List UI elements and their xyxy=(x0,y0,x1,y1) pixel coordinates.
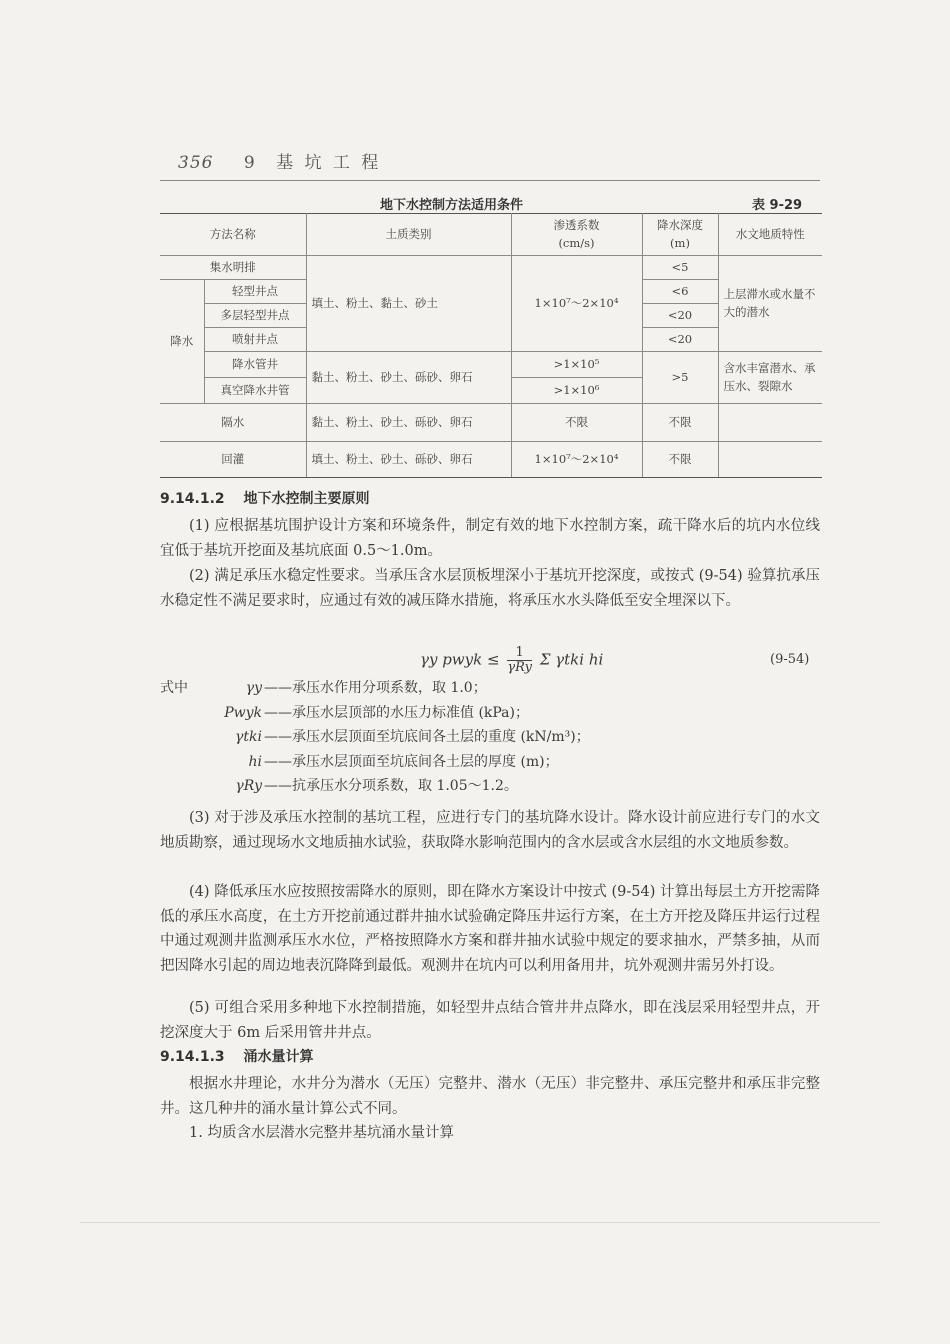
table-number: 表 9-29 xyxy=(752,198,803,213)
depth-cutoff: 不限 xyxy=(642,404,718,442)
section-number: 9.14.1.2 xyxy=(160,491,225,507)
section-heading xyxy=(160,1046,314,1066)
table-title: 地下水控制方法适用条件 xyxy=(380,198,524,213)
formula-fraction xyxy=(507,646,532,675)
hydro-group-1: 上层滞水或水量不大的潜水 xyxy=(718,256,822,352)
definition-text: ——承压水作用分项系数，取 1.0； xyxy=(264,680,487,696)
section-number: 9.14.1.3 xyxy=(160,1049,225,1065)
definition-symbol: γtki xyxy=(235,729,262,745)
table-header-row xyxy=(160,214,822,256)
header-rule xyxy=(160,180,820,181)
definition-lead: 式中 xyxy=(160,680,188,696)
paragraph: 1. 均质含水层潜水完整井基坑涌水量计算 xyxy=(189,1125,454,1141)
method-recharge: 回灌 xyxy=(160,442,306,478)
soil-group-2: 黏土、粉土、砂土、砾砂、卵石 xyxy=(306,352,511,404)
paragraph: (5) 可组合采用多种地下水控制措施，如轻型井点结合管井井点降水，即在浅层采用轻型井点，开挖深度大于 6m 后采用管井井点。 xyxy=(160,1000,820,1041)
depth-recharge: 不限 xyxy=(642,442,718,478)
soil-group-4: 填土、粉土、砂土、砾砂、卵石 xyxy=(306,442,511,478)
hydro-recharge-empty xyxy=(718,442,822,478)
paragraph: (1) 应根据基坑围护设计方案和环境条件，制定有效的地下水控制方案，疏干降水后的坑内水位线宜低于基坑开挖面及基坑底面 0.5～1.0m。 xyxy=(160,518,820,559)
soil-group-3: 黏土、粉土、砂土、砾砂、卵石 xyxy=(306,404,511,442)
definition-text: ——承压水层顶面至坑底间各土层的重度 (kN/m³)； xyxy=(264,729,590,745)
definition-symbol: Pwyk xyxy=(224,704,262,721)
method-vacuum-pipe-well: 真空降水井管 xyxy=(204,378,306,404)
fraction-numerator: 1 xyxy=(515,645,524,660)
depth-multi: <20 xyxy=(642,304,718,328)
depth-jet: <20 xyxy=(642,328,718,352)
method-open-drain: 集水明排 xyxy=(160,256,306,280)
definition-symbol: γy xyxy=(245,680,262,696)
groundwater-control-table xyxy=(160,213,822,478)
header-soil: 土质类别 xyxy=(306,214,511,256)
depth-light: <6 xyxy=(642,280,718,304)
table-row xyxy=(160,442,822,478)
symbol-definitions xyxy=(160,676,820,799)
definition-symbol: γRy xyxy=(235,778,262,794)
section-heading xyxy=(160,488,370,508)
table-row xyxy=(160,404,822,442)
fraction-denominator: γRy xyxy=(507,660,533,675)
section-title: 涌水量计算 xyxy=(243,1049,314,1065)
method-dewater: 降水 xyxy=(160,280,204,404)
perm-group-1: 1×10⁷～2×10⁴ xyxy=(511,256,642,352)
perm-cutoff: 不限 xyxy=(511,404,642,442)
definition-row xyxy=(160,676,820,701)
section-title: 地下水控制主要原则 xyxy=(243,491,370,507)
paragraph: (2) 满足承压水稳定性要求。当承压含水层顶板埋深小于基坑开挖深度，或按式 (9-54) 验算抗承压水稳定性不满足要求时，应通过有效的减压降水措施，将承压水水头降低至安全埋深以下。 xyxy=(160,568,820,609)
paragraph: (4) 降低承压水应按照按需降水的原则，即在降水方案设计中按式 (9-54) 计算出每层土方开挖需降低的承压水高度，在土方开挖前通过群井抽水试验确定降压井运行方案，在土方开挖及降压井运行过程中通过观测井监测承压水水位，严格按照降水方案和群井抽水试验中规定的要求抽水，严禁多抽，从而把因降水引起的周边地表沉降降到最低。观测井在坑内可以利用备用井，坑外观测井需另外打设。 xyxy=(160,884,820,974)
definition-row xyxy=(160,750,820,775)
page-number: 356 xyxy=(178,153,214,173)
header-depth: 降水深度 (m) xyxy=(642,214,718,256)
method-pipe-well: 降水管井 xyxy=(204,352,306,378)
definition-row xyxy=(160,701,820,726)
perm-vacuum: >1×10⁶ xyxy=(511,378,642,404)
hydro-group-2: 含水丰富潜水、承压水、裂隙水 xyxy=(718,352,822,404)
chapter-number: 9 xyxy=(243,153,258,173)
hydro-cutoff-empty xyxy=(718,404,822,442)
depth-pipe: >5 xyxy=(642,352,718,404)
definition-text: ——抗承压水分项系数，取 1.05～1.2。 xyxy=(264,778,518,794)
perm-pipe: >1×10⁵ xyxy=(511,352,642,378)
running-header xyxy=(178,148,381,173)
scan-edge-line xyxy=(80,1222,880,1223)
formula-lhs: γy pwyk ≤ xyxy=(420,650,500,669)
definition-text: ——承压水层顶面至坑底间各土层的厚度 (m)； xyxy=(264,753,559,770)
method-light-well: 轻型井点 xyxy=(204,280,306,304)
header-hydro: 水文地质特性 xyxy=(718,214,822,256)
method-jet-well: 喷射井点 xyxy=(204,328,306,352)
method-cutoff: 隔水 xyxy=(160,404,306,442)
definition-symbol: hi xyxy=(248,753,262,770)
definition-row xyxy=(160,774,820,799)
header-method: 方法名称 xyxy=(160,214,306,256)
paragraph: (3) 对于涉及承压水控制的基坑工程，应进行专门的基坑降水设计。降水设计前应进行专门的水文地质勘察，通过现场水文地质抽水试验，获取降水影响范围内的含水层或含水层组的水文地质参数。 xyxy=(160,810,820,851)
method-multi-light-well: 多层轻型井点 xyxy=(204,304,306,328)
perm-recharge: 1×10⁷～2×10⁴ xyxy=(511,442,642,478)
table-row xyxy=(160,352,822,378)
header-permeability: 渗透系数 (cm/s) xyxy=(511,214,642,256)
formula-number: (9-54) xyxy=(770,652,810,667)
definition-text: ——承压水层顶部的水压力标准值 (kPa)； xyxy=(264,704,529,721)
depth-open: <5 xyxy=(642,256,718,280)
table-row xyxy=(160,256,822,280)
definition-row xyxy=(160,725,820,750)
paragraph: 根据水井理论，水井分为潜水（无压）完整井、潜水（无压）非完整井、承压完整井和承压非完整井。这几种井的涌水量计算公式不同。 xyxy=(160,1076,820,1117)
formula-9-54 xyxy=(420,646,603,675)
formula-rhs: Σ γtki hi xyxy=(539,650,604,669)
soil-group-1: 填土、粉土、黏土、砂土 xyxy=(306,256,511,352)
chapter-title: 基 坑 工 程 xyxy=(276,153,382,173)
